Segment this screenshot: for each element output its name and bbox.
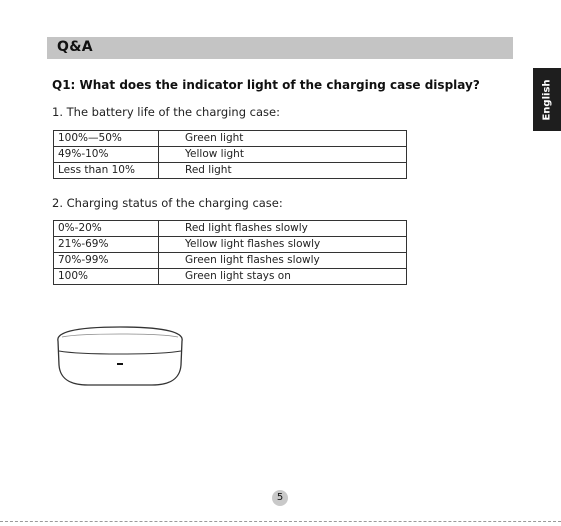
battery-level-cell: 49%-10% [54,147,159,163]
battery-level-cell: 100%—50% [54,131,159,147]
section-header-bar [47,37,513,59]
light-status-cell: Green light stays on [159,269,407,285]
light-status-cell: Yellow light [159,147,407,163]
light-status-cell: Green light [159,131,407,147]
light-status-cell: Red light flashes slowly [159,221,407,237]
indicator-light-icon [117,363,123,365]
charge-level-cell: 100% [54,269,159,285]
battery-level-cell: Less than 10% [54,163,159,179]
table-row [54,221,407,237]
light-status-cell: Red light [159,163,407,179]
table-row [54,131,407,147]
question-heading: Q1: What does the indicator light of the charging case display? [52,78,480,92]
charging-status-heading: 2. Charging status of the charging case: [52,196,283,210]
light-status-cell: Green light flashes slowly [159,253,407,269]
section-title: Q&A [57,39,93,55]
battery-life-table [53,130,407,179]
page-bottom-rule [0,521,561,522]
table-row [54,163,407,179]
page-number: 5 [272,490,288,506]
charging-case-icon [52,325,188,387]
table-row [54,253,407,269]
battery-life-heading: 1. The battery life of the charging case: [52,105,280,119]
charging-status-table [53,220,407,285]
language-tab-label: English [541,78,553,121]
language-tab [533,68,561,131]
table-row [54,269,407,285]
charge-level-cell: 70%-99% [54,253,159,269]
charge-level-cell: 21%-69% [54,237,159,253]
light-status-cell: Yellow light flashes slowly [159,237,407,253]
table-row [54,147,407,163]
charge-level-cell: 0%-20% [54,221,159,237]
table-row [54,237,407,253]
